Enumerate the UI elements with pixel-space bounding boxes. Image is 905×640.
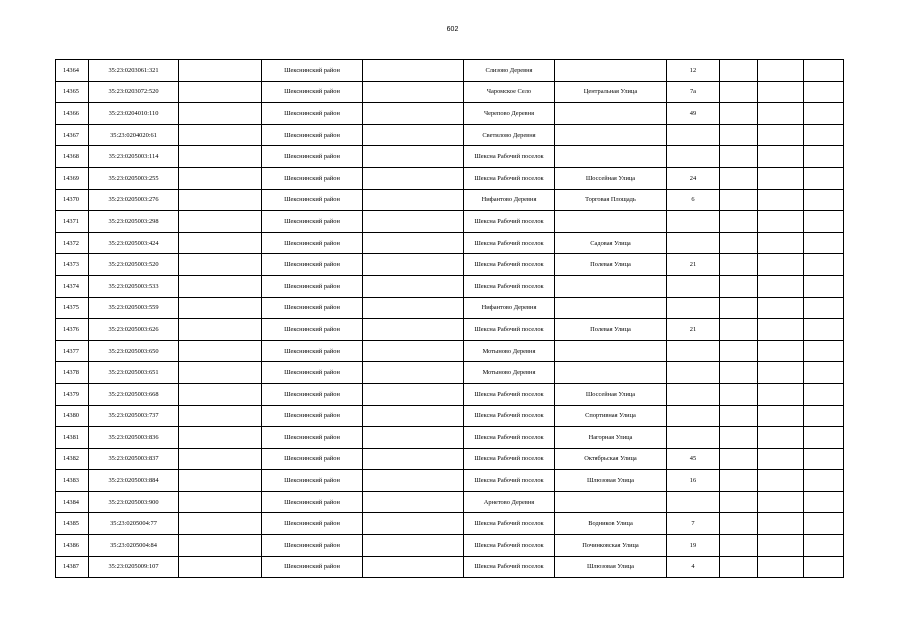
cell-col-blank-2 (363, 275, 464, 297)
table-row (56, 189, 844, 211)
cell-locality: Чаромское Село (464, 81, 555, 103)
table-row (56, 362, 844, 384)
cell-cadastral-number: 35:23:0205003:114 (89, 146, 179, 168)
cell-col-blank-4 (758, 60, 804, 82)
cell-col-blank-5 (804, 124, 844, 146)
cell-district: Шекснинский район (262, 405, 363, 427)
cell-street: Полевая Улица (555, 319, 667, 341)
cell-house-number: 45 (667, 448, 720, 470)
cell-col-blank-1 (179, 362, 262, 384)
cell-cadastral-number: 35:23:0205003:900 (89, 491, 179, 513)
cell-street (555, 275, 667, 297)
cell-house-number: 4 (667, 556, 720, 578)
cell-col-blank-1 (179, 470, 262, 492)
cell-record-number: 14368 (56, 146, 89, 168)
cell-col-blank-5 (804, 513, 844, 535)
cell-col-blank-3 (720, 211, 758, 233)
cell-house-number (667, 340, 720, 362)
cell-col-blank-3 (720, 189, 758, 211)
cell-street: Шлюзовая Улица (555, 556, 667, 578)
cell-locality: Светилово Деревня (464, 124, 555, 146)
cell-locality: Шексна Рабочий поселок (464, 556, 555, 578)
table-row (56, 340, 844, 362)
cell-cadastral-number: 35:23:0205004:77 (89, 513, 179, 535)
cell-col-blank-2 (363, 319, 464, 341)
table-row (56, 535, 844, 557)
cell-house-number (667, 124, 720, 146)
cell-col-blank-2 (363, 491, 464, 513)
cell-locality: Шексна Рабочий поселок (464, 319, 555, 341)
cell-street: Шоссейная Улица (555, 383, 667, 405)
table-row (56, 275, 844, 297)
cell-record-number: 14371 (56, 211, 89, 233)
cell-locality: Шексна Рабочий поселок (464, 232, 555, 254)
cell-col-blank-2 (363, 124, 464, 146)
cell-house-number: 7 (667, 513, 720, 535)
cell-house-number: 7а (667, 81, 720, 103)
cell-house-number: 6 (667, 189, 720, 211)
cell-col-blank-5 (804, 383, 844, 405)
cell-col-blank-5 (804, 427, 844, 449)
cell-col-blank-1 (179, 103, 262, 125)
cell-col-blank-2 (363, 254, 464, 276)
cell-cadastral-number: 35:23:0205003:837 (89, 448, 179, 470)
cell-col-blank-3 (720, 340, 758, 362)
cell-district: Шекснинский район (262, 362, 363, 384)
cell-district: Шекснинский район (262, 211, 363, 233)
cell-street (555, 491, 667, 513)
cell-col-blank-5 (804, 103, 844, 125)
cell-col-blank-5 (804, 319, 844, 341)
cell-col-blank-2 (363, 448, 464, 470)
registry-table (55, 59, 844, 578)
cell-col-blank-5 (804, 232, 844, 254)
cell-col-blank-2 (363, 297, 464, 319)
cell-district: Шекснинский район (262, 232, 363, 254)
cell-col-blank-2 (363, 103, 464, 125)
cell-cadastral-number: 35:23:0205003:276 (89, 189, 179, 211)
cell-col-blank-3 (720, 60, 758, 82)
cell-col-blank-4 (758, 556, 804, 578)
cell-district: Шекснинский район (262, 427, 363, 449)
cell-locality: Арнетово Деревня (464, 491, 555, 513)
table-row (56, 254, 844, 276)
cell-street: Шлюзовая Улица (555, 470, 667, 492)
cell-record-number: 14383 (56, 470, 89, 492)
cell-locality: Мотыново Деревня (464, 340, 555, 362)
cell-col-blank-4 (758, 189, 804, 211)
cell-col-blank-1 (179, 319, 262, 341)
table-row (56, 167, 844, 189)
cell-street (555, 60, 667, 82)
cell-house-number (667, 491, 720, 513)
cell-col-blank-3 (720, 556, 758, 578)
cell-house-number (667, 146, 720, 168)
cell-col-blank-5 (804, 60, 844, 82)
cell-house-number: 12 (667, 60, 720, 82)
cell-col-blank-4 (758, 427, 804, 449)
cell-house-number: 24 (667, 167, 720, 189)
cell-cadastral-number: 35:23:0204010:110 (89, 103, 179, 125)
cell-street: Центральная Улица (555, 81, 667, 103)
cell-locality: Черепово Деревня (464, 103, 555, 125)
cell-district: Шекснинский район (262, 491, 363, 513)
cell-record-number: 14370 (56, 189, 89, 211)
cell-col-blank-5 (804, 211, 844, 233)
cell-district: Шекснинский район (262, 275, 363, 297)
cell-cadastral-number: 35:23:0203072:520 (89, 81, 179, 103)
cell-record-number: 14384 (56, 491, 89, 513)
table-row (56, 427, 844, 449)
cell-street (555, 362, 667, 384)
cell-col-blank-2 (363, 535, 464, 557)
cell-district: Шекснинский район (262, 297, 363, 319)
cell-house-number (667, 232, 720, 254)
cell-col-blank-1 (179, 211, 262, 233)
cell-col-blank-5 (804, 167, 844, 189)
cell-district: Шекснинский район (262, 535, 363, 557)
cell-street: Торговая Площадь (555, 189, 667, 211)
cell-col-blank-5 (804, 448, 844, 470)
cell-col-blank-3 (720, 535, 758, 557)
cell-col-blank-5 (804, 405, 844, 427)
cell-locality: Шексна Рабочий поселок (464, 211, 555, 233)
table-row (56, 319, 844, 341)
cell-cadastral-number: 35:23:0205003:737 (89, 405, 179, 427)
cell-col-blank-3 (720, 383, 758, 405)
cell-street (555, 297, 667, 319)
cell-district: Шекснинский район (262, 448, 363, 470)
cell-cadastral-number: 35:23:0205003:520 (89, 254, 179, 276)
cell-record-number: 14379 (56, 383, 89, 405)
cell-col-blank-3 (720, 319, 758, 341)
cell-col-blank-4 (758, 297, 804, 319)
cell-col-blank-3 (720, 427, 758, 449)
cell-col-blank-4 (758, 383, 804, 405)
cell-record-number: 14369 (56, 167, 89, 189)
cell-cadastral-number: 35:23:0203061:321 (89, 60, 179, 82)
cell-col-blank-3 (720, 275, 758, 297)
cell-col-blank-2 (363, 81, 464, 103)
cell-house-number (667, 427, 720, 449)
cell-col-blank-5 (804, 491, 844, 513)
cell-col-blank-4 (758, 448, 804, 470)
cell-col-blank-3 (720, 81, 758, 103)
cell-col-blank-4 (758, 254, 804, 276)
cell-locality: Шексна Рабочий поселок (464, 254, 555, 276)
cell-col-blank-2 (363, 470, 464, 492)
cell-col-blank-3 (720, 448, 758, 470)
cell-col-blank-1 (179, 448, 262, 470)
cell-cadastral-number: 35:23:0205004:84 (89, 535, 179, 557)
cell-house-number (667, 362, 720, 384)
cell-record-number: 14364 (56, 60, 89, 82)
cell-col-blank-2 (363, 362, 464, 384)
cell-record-number: 14376 (56, 319, 89, 341)
cell-district: Шекснинский район (262, 60, 363, 82)
cell-col-blank-1 (179, 275, 262, 297)
cell-col-blank-4 (758, 146, 804, 168)
table-row (56, 60, 844, 82)
cell-record-number: 14385 (56, 513, 89, 535)
cell-street: Шоссейная Улица (555, 167, 667, 189)
cell-col-blank-1 (179, 491, 262, 513)
cell-locality: Шексна Рабочий поселок (464, 275, 555, 297)
cell-record-number: 14381 (56, 427, 89, 449)
cell-house-number (667, 405, 720, 427)
cell-col-blank-5 (804, 362, 844, 384)
cell-col-blank-4 (758, 362, 804, 384)
cell-col-blank-5 (804, 340, 844, 362)
page-number: 602 (446, 26, 459, 33)
cell-col-blank-2 (363, 556, 464, 578)
cell-col-blank-4 (758, 275, 804, 297)
cell-house-number (667, 275, 720, 297)
cell-street (555, 146, 667, 168)
table-body (56, 60, 844, 578)
cell-locality: Шексна Рабочий поселок (464, 470, 555, 492)
cell-col-blank-4 (758, 232, 804, 254)
cell-locality: Шексна Рабочий поселок (464, 405, 555, 427)
cell-col-blank-5 (804, 297, 844, 319)
cell-street: Полевая Улица (555, 254, 667, 276)
cell-locality: Шексна Рабочий поселок (464, 448, 555, 470)
cell-record-number: 14380 (56, 405, 89, 427)
cell-street: Спортивная Улица (555, 405, 667, 427)
cell-col-blank-2 (363, 383, 464, 405)
cell-col-blank-2 (363, 427, 464, 449)
cell-cadastral-number: 35:23:0205003:533 (89, 275, 179, 297)
cell-col-blank-4 (758, 405, 804, 427)
cell-street (555, 340, 667, 362)
cell-col-blank-3 (720, 405, 758, 427)
cell-col-blank-2 (363, 513, 464, 535)
cell-record-number: 14386 (56, 535, 89, 557)
cell-locality: Шексна Рабочий поселок (464, 427, 555, 449)
table-row (56, 556, 844, 578)
table-row (56, 211, 844, 233)
table-row (56, 103, 844, 125)
cell-col-blank-1 (179, 340, 262, 362)
cell-col-blank-4 (758, 340, 804, 362)
cell-col-blank-1 (179, 556, 262, 578)
cell-col-blank-4 (758, 124, 804, 146)
cell-street (555, 211, 667, 233)
cell-col-blank-1 (179, 189, 262, 211)
cell-street: Водников Улица (555, 513, 667, 535)
cell-col-blank-3 (720, 470, 758, 492)
cell-record-number: 14377 (56, 340, 89, 362)
cell-col-blank-3 (720, 124, 758, 146)
cell-cadastral-number: 35:23:0205003:298 (89, 211, 179, 233)
table-row (56, 124, 844, 146)
cell-col-blank-4 (758, 491, 804, 513)
cell-district: Шекснинский район (262, 124, 363, 146)
cell-house-number: 21 (667, 254, 720, 276)
cell-record-number: 14375 (56, 297, 89, 319)
cell-record-number: 14373 (56, 254, 89, 276)
cell-district: Шекснинский район (262, 254, 363, 276)
cell-col-blank-3 (720, 513, 758, 535)
table-row (56, 383, 844, 405)
cell-col-blank-4 (758, 470, 804, 492)
cell-street: Нагорная Улица (555, 427, 667, 449)
cell-locality: Нифантово Деревня (464, 189, 555, 211)
cell-district: Шекснинский район (262, 81, 363, 103)
cell-house-number: 49 (667, 103, 720, 125)
cell-district: Шекснинский район (262, 189, 363, 211)
cell-col-blank-5 (804, 189, 844, 211)
cell-record-number: 14378 (56, 362, 89, 384)
cell-street (555, 103, 667, 125)
cell-cadastral-number: 35:23:0205003:651 (89, 362, 179, 384)
cell-col-blank-5 (804, 146, 844, 168)
table-row (56, 470, 844, 492)
cell-house-number: 21 (667, 319, 720, 341)
cell-district: Шекснинский район (262, 340, 363, 362)
cell-col-blank-4 (758, 319, 804, 341)
cell-house-number (667, 383, 720, 405)
cell-cadastral-number: 35:23:0205009:107 (89, 556, 179, 578)
cell-col-blank-3 (720, 232, 758, 254)
cell-cadastral-number: 35:23:0205003:884 (89, 470, 179, 492)
cell-district: Шекснинский район (262, 167, 363, 189)
cell-col-blank-1 (179, 535, 262, 557)
table-row (56, 405, 844, 427)
cell-locality: Слизово Деревня (464, 60, 555, 82)
cell-col-blank-1 (179, 513, 262, 535)
cell-district: Шекснинский район (262, 383, 363, 405)
cell-record-number: 14387 (56, 556, 89, 578)
table-row (56, 146, 844, 168)
cell-locality: Шексна Рабочий поселок (464, 513, 555, 535)
cell-col-blank-1 (179, 405, 262, 427)
cell-record-number: 14366 (56, 103, 89, 125)
cell-col-blank-2 (363, 405, 464, 427)
cell-col-blank-1 (179, 81, 262, 103)
cell-street: Садовая Улица (555, 232, 667, 254)
cell-record-number: 14365 (56, 81, 89, 103)
cell-district: Шекснинский район (262, 556, 363, 578)
cell-district: Шекснинский район (262, 470, 363, 492)
cell-cadastral-number: 35:23:0204020:61 (89, 124, 179, 146)
cell-record-number: 14382 (56, 448, 89, 470)
cell-col-blank-5 (804, 470, 844, 492)
cell-col-blank-1 (179, 254, 262, 276)
table-row (56, 513, 844, 535)
cell-locality: Нифантово Деревня (464, 297, 555, 319)
cell-col-blank-3 (720, 362, 758, 384)
cell-district: Шекснинский район (262, 513, 363, 535)
cell-street: Починковская Улица (555, 535, 667, 557)
cell-col-blank-3 (720, 146, 758, 168)
cell-col-blank-3 (720, 491, 758, 513)
table-row (56, 297, 844, 319)
cell-cadastral-number: 35:23:0205003:836 (89, 427, 179, 449)
cell-col-blank-4 (758, 81, 804, 103)
cell-col-blank-1 (179, 60, 262, 82)
cell-locality: Шексна Рабочий поселок (464, 535, 555, 557)
cell-street: Октябрьская Улица (555, 448, 667, 470)
cell-record-number: 14367 (56, 124, 89, 146)
cell-col-blank-1 (179, 383, 262, 405)
cell-col-blank-2 (363, 146, 464, 168)
cell-col-blank-2 (363, 211, 464, 233)
cell-col-blank-5 (804, 535, 844, 557)
cell-col-blank-2 (363, 189, 464, 211)
table-row (56, 81, 844, 103)
cell-col-blank-4 (758, 513, 804, 535)
cell-district: Шекснинский район (262, 146, 363, 168)
cell-street (555, 124, 667, 146)
cell-col-blank-1 (179, 146, 262, 168)
cell-cadastral-number: 35:23:0205003:424 (89, 232, 179, 254)
cell-locality: Шексна Рабочий поселок (464, 383, 555, 405)
cell-cadastral-number: 35:23:0205003:255 (89, 167, 179, 189)
cell-col-blank-4 (758, 535, 804, 557)
cell-col-blank-5 (804, 275, 844, 297)
cell-col-blank-4 (758, 167, 804, 189)
cell-house-number (667, 297, 720, 319)
cell-col-blank-5 (804, 556, 844, 578)
cell-record-number: 14374 (56, 275, 89, 297)
cell-col-blank-1 (179, 232, 262, 254)
cell-locality: Мотыново Деревня (464, 362, 555, 384)
cell-col-blank-1 (179, 167, 262, 189)
cell-cadastral-number: 35:23:0205003:668 (89, 383, 179, 405)
cell-cadastral-number: 35:23:0205003:626 (89, 319, 179, 341)
cell-col-blank-1 (179, 297, 262, 319)
cell-record-number: 14372 (56, 232, 89, 254)
cell-district: Шекснинский район (262, 103, 363, 125)
cell-house-number (667, 211, 720, 233)
table-row (56, 232, 844, 254)
cell-col-blank-5 (804, 254, 844, 276)
cell-col-blank-5 (804, 81, 844, 103)
cell-col-blank-2 (363, 60, 464, 82)
table-row (56, 491, 844, 513)
cell-col-blank-1 (179, 124, 262, 146)
cell-col-blank-4 (758, 211, 804, 233)
cell-col-blank-3 (720, 254, 758, 276)
cell-col-blank-4 (758, 103, 804, 125)
cell-col-blank-3 (720, 103, 758, 125)
cell-cadastral-number: 35:23:0205003:559 (89, 297, 179, 319)
cell-locality: Шексна Рабочий поселок (464, 167, 555, 189)
cell-col-blank-2 (363, 167, 464, 189)
cell-locality: Шексна Рабочий поселок (464, 146, 555, 168)
cell-col-blank-1 (179, 427, 262, 449)
cell-cadastral-number: 35:23:0205003:650 (89, 340, 179, 362)
table-row (56, 448, 844, 470)
cell-col-blank-2 (363, 340, 464, 362)
cell-house-number: 19 (667, 535, 720, 557)
cell-col-blank-3 (720, 167, 758, 189)
cell-col-blank-2 (363, 232, 464, 254)
cell-district: Шекснинский район (262, 319, 363, 341)
cell-col-blank-3 (720, 297, 758, 319)
cell-house-number: 16 (667, 470, 720, 492)
